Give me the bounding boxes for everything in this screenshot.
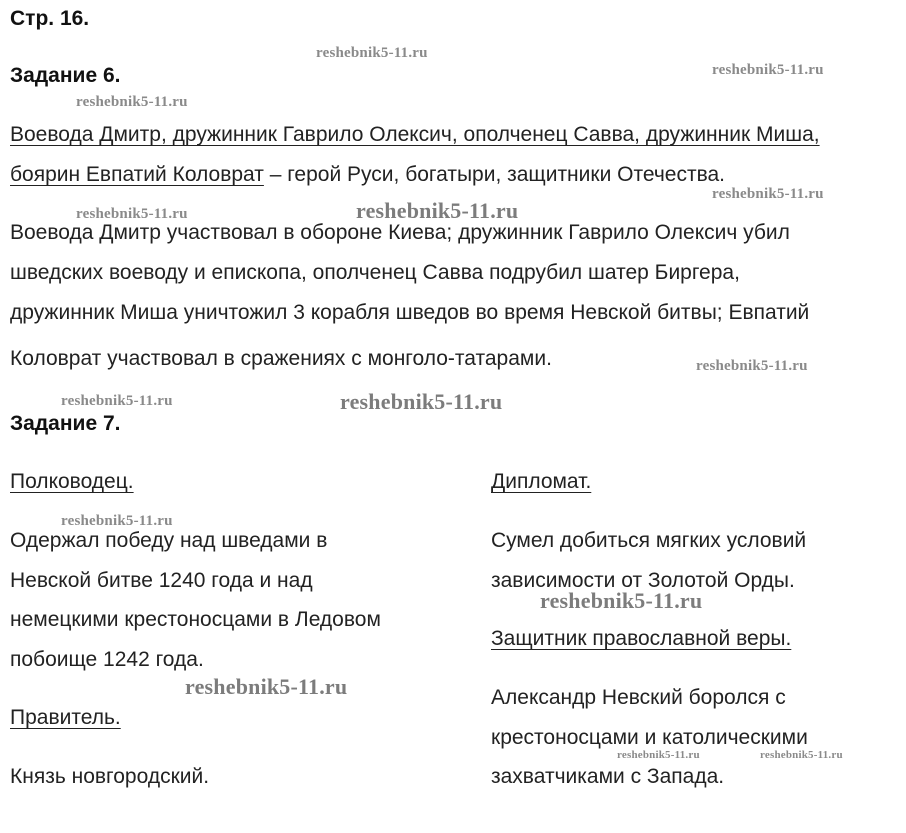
- watermark: reshebnik5-11.ru: [61, 513, 173, 529]
- commander-text-line: побоище 1242 года.: [10, 648, 204, 671]
- ruler-text: Князь новгородский.: [10, 765, 210, 788]
- defender-heading: Защитник православной веры.: [491, 627, 792, 650]
- heroes-names-underlined-1: Воевода Дмитр, дружинник Гаврило Олексич, ополченец Савва, дружинник Миша,: [10, 123, 820, 146]
- watermark: reshebnik5-11.ru: [712, 186, 824, 202]
- watermark: reshebnik5-11.ru: [696, 358, 808, 374]
- defender-text-line: Александр Невский боролся с: [491, 686, 786, 709]
- commander-heading: Полководец.: [10, 470, 134, 493]
- diplomat-heading: Дипломат.: [491, 470, 592, 493]
- watermark: reshebnik5-11.ru: [356, 198, 519, 223]
- task-7-title: Задание 7.: [10, 412, 121, 435]
- watermark: reshebnik5-11.ru: [76, 94, 188, 110]
- task-6-paragraph-line: Воевода Дмитр участвовал в обороне Киева; дружинник Гаврило Олексич убил: [10, 221, 790, 244]
- commander-text-line: Одержал победу над шведами в: [10, 529, 328, 552]
- watermark: reshebnik5-11.ru: [316, 45, 428, 61]
- watermark: reshebnik5-11.ru: [76, 206, 188, 222]
- heroes-names-underlined-2: боярин Евпатий Коловрат: [10, 163, 264, 186]
- watermark: reshebnik5-11.ru: [760, 749, 843, 761]
- commander-text-line: Невской битве 1240 года и над: [10, 569, 313, 592]
- watermark: reshebnik5-11.ru: [540, 588, 703, 613]
- task-6-paragraph-line: шведских воеводу и епископа, ополченец Савва подрубил шатер Биргера,: [10, 261, 740, 284]
- commander-text-line: немецкими крестоносцами в Ледовом: [10, 608, 381, 631]
- watermark: reshebnik5-11.ru: [617, 749, 700, 761]
- defender-text-line: захватчиками с Запада.: [491, 765, 725, 788]
- diplomat-text-line: Сумел добиться мягких условий: [491, 529, 807, 552]
- task-6-title: Задание 6.: [10, 64, 121, 87]
- diplomat-text-line: зависимости от Золотой Орды.: [491, 569, 795, 592]
- watermark: reshebnik5-11.ru: [712, 62, 824, 78]
- task-6-paragraph-line: дружинник Миша уничтожил 3 корабля шведов во время Невской битвы; Евпатий: [10, 301, 810, 324]
- page-number: Стр. 16.: [10, 7, 90, 30]
- defender-text-line: крестоносцами и католическими: [491, 726, 808, 749]
- watermark: reshebnik5-11.ru: [340, 389, 503, 414]
- task-6-heroes-line-2: [10, 162, 725, 188]
- task-6-heroes-line-1: [10, 122, 820, 148]
- task-6-paragraph-line: Коловрат участвовал в сражениях с монголо-татарами.: [10, 347, 552, 370]
- watermark: reshebnik5-11.ru: [61, 393, 173, 409]
- watermark: reshebnik5-11.ru: [185, 674, 348, 699]
- heroes-description: – герой Руси, богатыри, защитники Отечества.: [263, 163, 726, 186]
- ruler-heading: Правитель.: [10, 706, 121, 729]
